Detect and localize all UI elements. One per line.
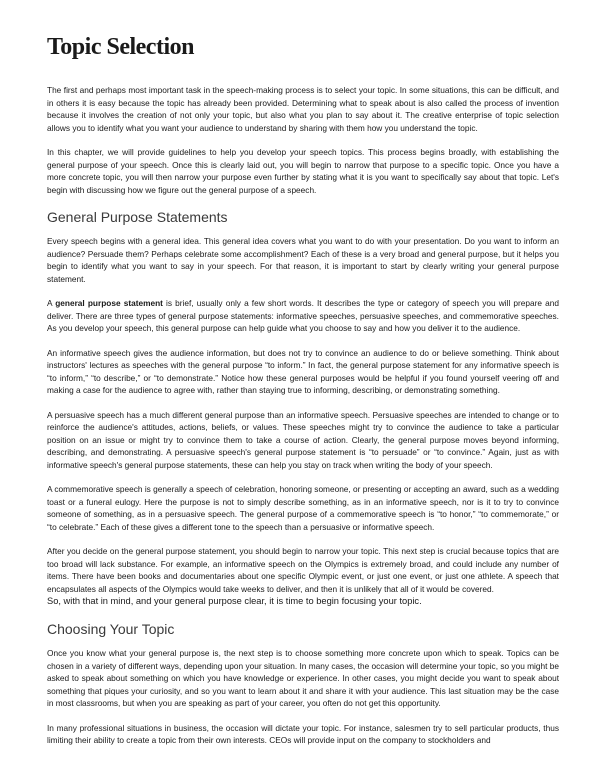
general-purpose-paragraph-2 bbox=[47, 297, 559, 335]
narrow-topic-text: After you decide on the general purpose statement, you should begin to narrow your topic. This next step is crucial because topics that are too broad will lack substance. For example, an informative speech on the Olympics is extremely broad, and could include any number of items. There have been books and documentaries about one specific Olympic event, or just one event, or just one athlete. A speech that encapsulates all aspects of the Olympics would take weeks to deliver, and then it is unlikely that all of it would be covered. bbox=[47, 546, 559, 594]
intro-paragraph-1: The first and perhaps most important task in the speech-making process is to select your topic. In some situations, this can be difficult, and in others it is easy because the topic has already been provided. Determining what to speak about is also called the process of invention because it involves the creation of not only your topic, but also what you plan to say about it. The creative enterprise of topic selection allows you to identify what you want your audience to understand by sharing with them how you understand the topic. bbox=[47, 85, 559, 133]
commemorative-speech-paragraph: A commemorative speech is generally a speech of celebration, honoring someone, or presenting or accepting an award, such as a wedding toast or a funeral eulogy. Here the purpose is not to simply describe something, as in an informative speech, nor is it to try to convince someone of something, as in a persuasive speech. The general purpose of a commemorative speech is “to honor,” “to commemorate,” or “to celebrate.” Each of these gives a different tone to the speech than a persuasive or informative speech. bbox=[47, 484, 559, 532]
intro-paragraph-2: In this chapter, we will provide guidelines to help you develop your speech topics. This process begins broadly, with establishing the general purpose of your speech. Once this is clearly laid out, you will begin to narrow that purpose to a specific topic. Once you have a more concrete topic, you will then narrow your purpose even further by stating what it is you want to specifically say about that topic. Let's begin with discussing how we figure out the general purpose of a speech. bbox=[47, 147, 559, 195]
document-page bbox=[47, 32, 559, 759]
bold-term: general purpose statement bbox=[55, 298, 163, 308]
focus-topic-line: So, with that in mind, and your general purpose clear, it is time to begin focusing your topic. bbox=[47, 596, 422, 606]
choosing-topic-paragraph-1: Once you know what your general purpose is, the next step is to choose something more concrete upon which to speak. Topics can be chosen in a variety of different ways, depending upon your situation. In many cases, the occasion will determine your topic, so you might be asked to speak about something on which you have knowledge or experience. In other cases, you might decide you want to speak about something that piques your curiosity, and so you want to learn about it and share it with your audience. This last situation may be the case in most classrooms, but when you are speaking as part of your career, you often do not get this opportunity. bbox=[47, 648, 559, 708]
choosing-topic-paragraph-2: In many professional situations in business, the occasion will dictate your topic. For instance, salesmen try to sell particular products, thus limiting their ability to create a topic from their own interests. CEOs will provide input on the company to stockholders and bbox=[47, 722, 559, 745]
paragraph-prefix: A bbox=[47, 298, 56, 308]
persuasive-speech-paragraph: A persuasive speech has a much different general purpose than an informative speech. Persuasive speeches are intended to change or to reinforce the audience's attitudes, actions, beliefs, or values. These speeches might try to convince the audience to take a particular position on an issue or might try to convince them to take a course of action. Clearly, the general purpose moves beyond informing, describing, and demonstrating. A persuasive speech's general purpose statement is “to persuade” or “to convince.” Again, just as with informative speech's general purpose statements, these can help you stay on track when writing the body of your speech. bbox=[47, 409, 559, 470]
informative-speech-paragraph: An informative speech gives the audience information, but does not try to convince an audience to do or believe something. Think about instructors' lectures as speeches with the general purpose “to inform.” In fact, the general purpose statement for any informative speech is “to inform,” “to describe,” or “to demonstrate.” Notice how these general purposes would be helpful if you found yourself veering off and making a case for the audience to agree with, rather than staying true to informing, describing, or demonstrating something. bbox=[47, 347, 559, 395]
general-purpose-paragraph-1: Every speech begins with a general idea. This general idea covers what you want to do with your presentation. Do you want to inform an audience? Persuade them? Perhaps celebrate some accomplishment? Each of these is a very broad and general purpose, but it helps you begin to identify what you want to say in your speech. For that reason, it is important to start by clearly writing your general purpose statement. bbox=[47, 236, 559, 284]
section-heading-general-purpose: General Purpose Statements bbox=[47, 209, 228, 225]
page-title: Topic Selection bbox=[47, 34, 194, 60]
paragraph-text: is brief, usually only a few short words. It describes the type or category of speech you will prepare and deliver. There are three types of general purpose statements: informative speeches, persuasive speeches, and commemorative speeches. As you develop your speech, this general purpose can help guide what you choose to say and how you deliver it to the audience. bbox=[47, 298, 559, 333]
section-heading-choosing-topic: Choosing Your Topic bbox=[47, 621, 175, 637]
narrow-topic-paragraph bbox=[47, 545, 559, 608]
